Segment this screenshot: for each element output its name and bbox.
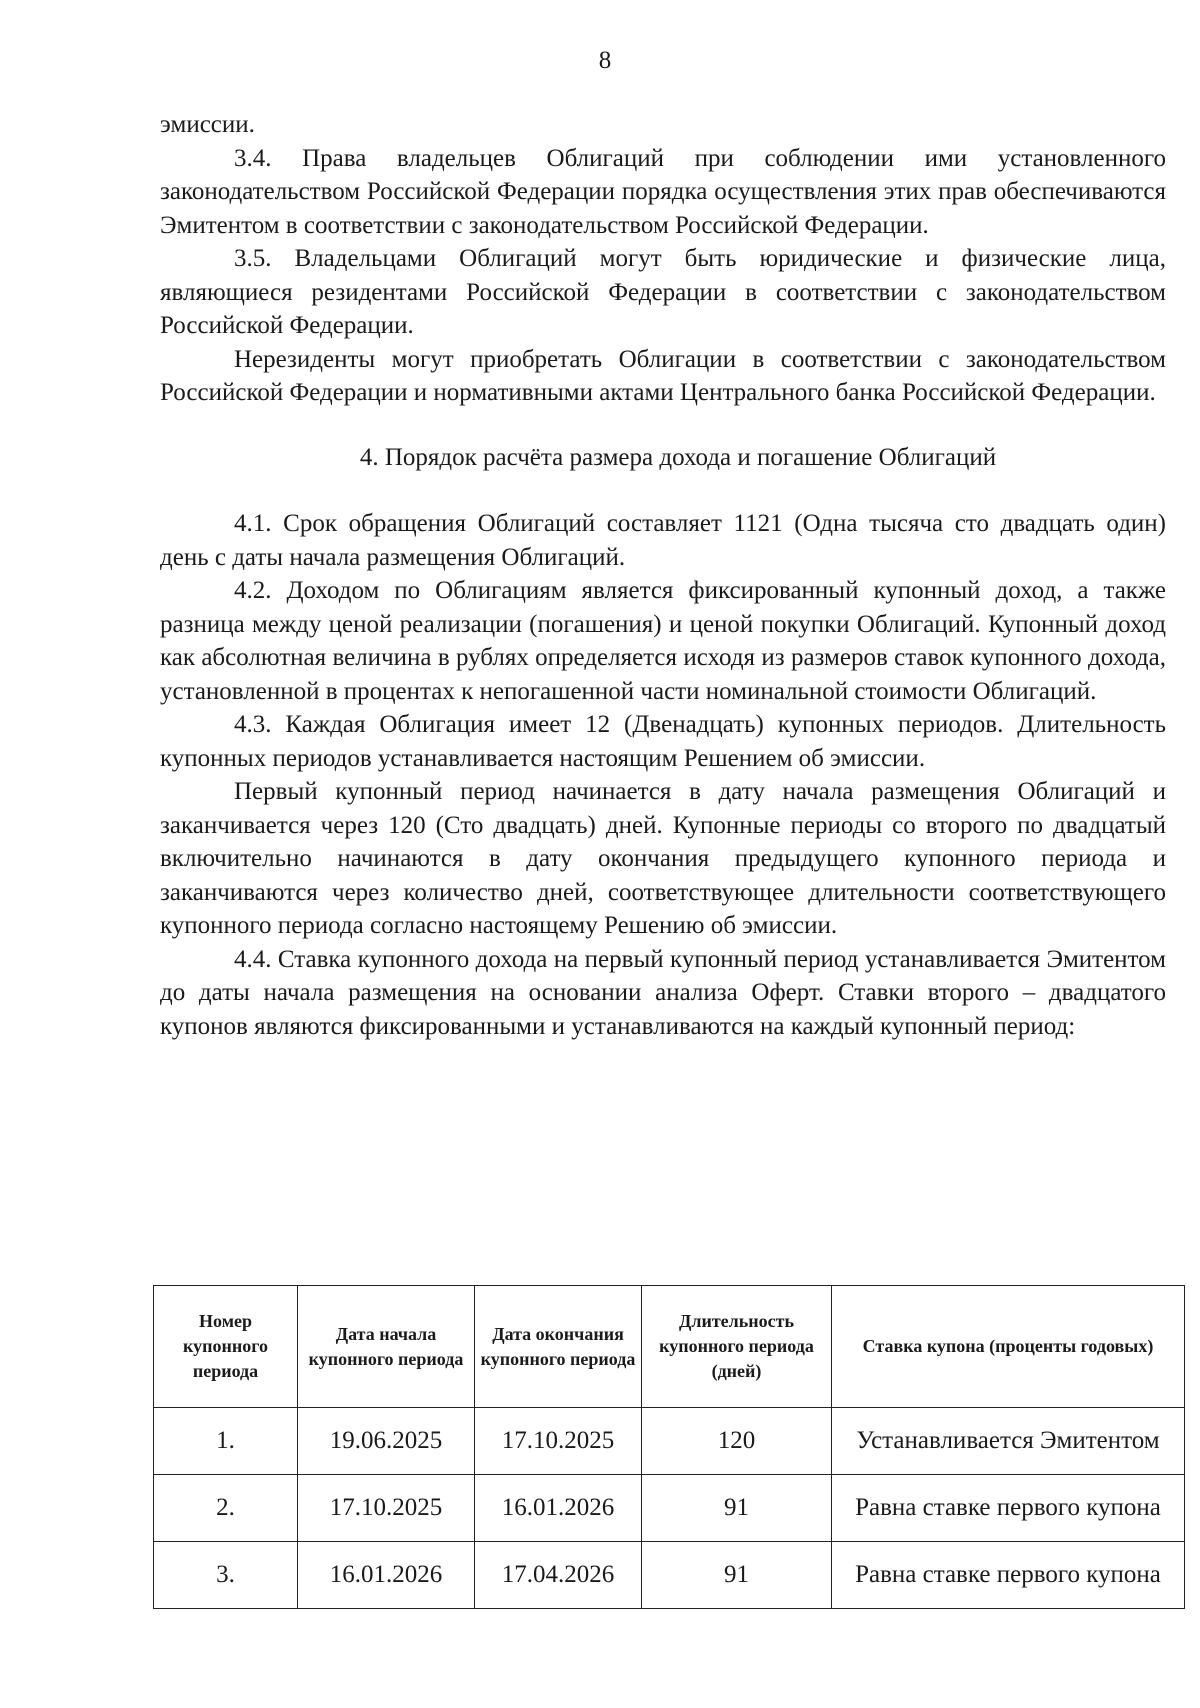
paragraph-3-5: 3.5. Владельцами Облигаций могут быть юридические и физические лица, являющиеся резидентами Российской Федерации в соответствии с законодательством Российской Федерации.	[160, 245, 1166, 339]
section-4-title: 4. Порядок расчёта размера дохода и погашение Облигаций	[359, 443, 997, 471]
cell-end-date: 17.10.2025	[475, 1408, 642, 1475]
cell-duration: 91	[642, 1475, 832, 1542]
paragraph-continuation: эмиссии.	[160, 111, 255, 138]
cell-coupon-number: 3.	[154, 1542, 298, 1609]
table-row	[154, 1542, 1185, 1609]
coupon-table	[153, 1285, 1185, 1609]
cell-coupon-rate: Равна ставке первого купона	[832, 1542, 1185, 1609]
cell-duration: 120	[642, 1408, 832, 1475]
paragraph-4-4: 4.4. Ставка купонного дохода на первый купонный период устанавливается Эмитентом до даты начала размещения на основании анализа Оферт. Ставки второго – двадцатого купонов являются фиксированными и устанавливаются на каждый купонный период:	[160, 945, 1166, 1040]
cell-end-date: 16.01.2026	[475, 1475, 642, 1542]
header-coupon-rate: Ставка купона (проценты годовых)	[832, 1286, 1185, 1408]
cell-start-date: 17.10.2025	[298, 1475, 475, 1542]
header-end-date: Дата окончания купонного периода	[475, 1286, 642, 1408]
table-header-row	[154, 1286, 1185, 1408]
page-number: 8	[598, 47, 612, 74]
paragraph-3-4: 3.4. Права владельцев Облигаций при соблюдении ими установленного законодательством Российской Федерации порядка осуществления этих прав обеспечиваются Эмитентом в соответствии с законодательством Российской Федерации.	[160, 144, 1166, 239]
cell-coupon-number: 1.	[154, 1408, 298, 1475]
header-start-date: Дата начала купонного периода	[298, 1286, 475, 1408]
document-body	[160, 108, 1166, 1043]
cell-coupon-rate: Равна ставке первого купона	[832, 1475, 1185, 1542]
cell-duration: 91	[642, 1542, 832, 1609]
paragraph-4-3: 4.3. Каждая Облигация имеет 12 (Двенадцать) купонных периодов. Длительность купонных периодов устанавливается настоящим Решением об эмиссии.	[160, 711, 1166, 772]
cell-start-date: 16.01.2026	[298, 1542, 475, 1609]
cell-end-date: 17.04.2026	[475, 1542, 642, 1609]
header-duration: Длительность купонного периода (дней)	[642, 1286, 832, 1408]
table-row	[154, 1408, 1185, 1475]
paragraph-4-3-first-period: Первый купонный период начинается в дату начала размещения Облигаций и заканчивается через 120 (Сто двадцать) дней. Купонные периоды со второго по двадцатый включительно начинаются в дату окончания предыдущего купонного периода и заканчиваются через количество дней, соответствующее длительности соответствующего купонного периода согласно настоящему Решению об эмиссии.	[160, 778, 1166, 939]
paragraph-3-5-nonresidents: Нерезиденты могут приобретать Облигации в соответствии с законодательством Российской Федерации и нормативными актами Центрального банка Российской Федерации.	[160, 345, 1166, 406]
paragraph-4-2: 4.2. Доходом по Облигациям является фиксированный купонный доход, а также разница между ценой реализации (погашения) и ценой покупки Облигаций. Купонный доход как абсолютная величина в рублях определяется исходя из размеров ставок купонного дохода, установленной в процентах к непогашенной части номинальной стоимости Облигаций.	[160, 577, 1166, 705]
paragraph-4-1: 4.1. Срок обращения Облигаций составляет 1121 (Одна тысяча сто двадцать один) день с даты начала размещения Облигаций.	[160, 510, 1166, 571]
table-row	[154, 1475, 1185, 1542]
cell-start-date: 19.06.2025	[298, 1408, 475, 1475]
cell-coupon-rate: Устанавливается Эмитентом	[832, 1408, 1185, 1475]
cell-coupon-number: 2.	[154, 1475, 298, 1542]
header-coupon-number: Номер купонного периода	[154, 1286, 298, 1408]
